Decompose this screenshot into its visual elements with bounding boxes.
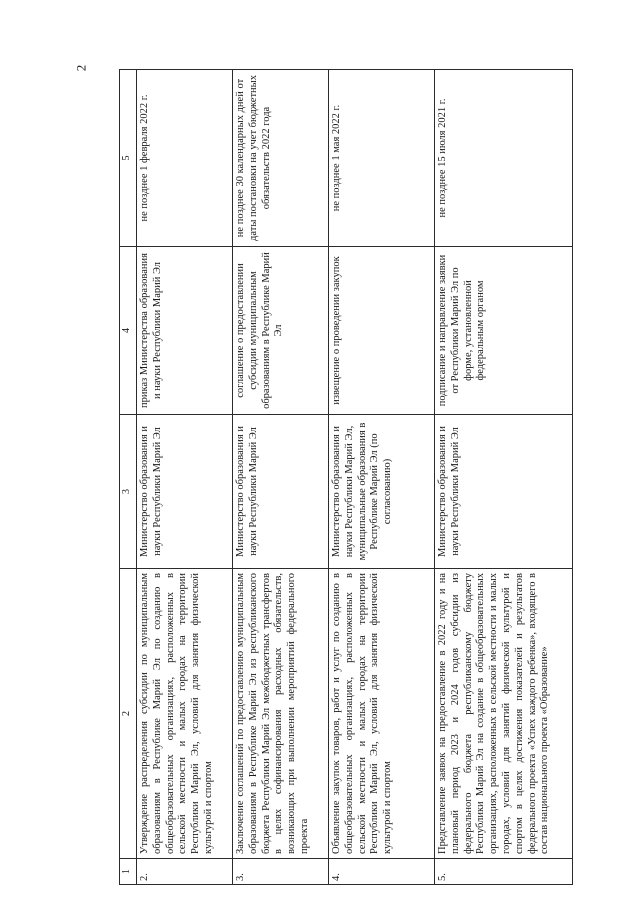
document-table-container — [119, 70, 569, 885]
action-description: Представление заявок на предоставление в 2022 году и на плановый период 2023 и 2024 годов субсидии из федерального бюджета республиканскому бюджету Республики Марий Эл на создание в общеобразовательных организациях, расположенных в сельской местности и малых городах, условий для занятий физической культурой и спортом в целях достижения показателей и результатов федерального проекта «Успех каждого ребенка», входящего в состав национального проекта «Образование» — [435, 569, 573, 859]
column-number: 3 — [120, 415, 137, 569]
column-number: 2 — [120, 569, 137, 859]
deadline: не позднее 30 календарных дней от даты постановки на учет бюджетных обязательств 2022 года — [233, 70, 329, 247]
executor: Министерство образования и науки Республики Марий Эл — [137, 415, 233, 569]
result-document: извещение о проведении закупок — [329, 247, 435, 415]
table-row — [137, 70, 233, 885]
column-number: 1 — [120, 859, 137, 885]
row-number: 2. — [137, 859, 233, 885]
deadline: не позднее 1 мая 2022 г. — [329, 70, 435, 247]
row-number: 4. — [329, 859, 435, 885]
result-document: соглашение о предоставлении субсидии муниципальным образованиям в Республике Марий Эл — [233, 247, 329, 415]
column-number: 5 — [120, 70, 137, 247]
column-number: 4 — [120, 247, 137, 415]
table-row — [435, 70, 573, 885]
result-document: подписание и направление заявки от Республики Марий Эл по форме, установленной федеральным органом — [435, 247, 573, 415]
executor: Министерство образования и науки Республики Марий Эл — [233, 415, 329, 569]
deadline: не позднее 15 июля 2021 г. — [435, 70, 573, 247]
row-number: 3. — [233, 859, 329, 885]
table-row — [329, 70, 435, 885]
row-number: 5. — [435, 859, 573, 885]
table-row — [233, 70, 329, 885]
result-document: приказ Министерства образования и науки Республики Марий Эл — [137, 247, 233, 415]
column-number-row — [120, 70, 137, 885]
action-description: Заключение соглашений по предоставлению муниципальным образованиям в Республике Марий Эл из республиканского бюджета Республики Марий Эл межбюджетных трансфертов в целях софинансирования расходных обязательств, возникающих при выполнении мероприятий федерального проекта — [233, 569, 329, 859]
deadline: не позднее 1 февраля 2022 г. — [137, 70, 233, 247]
executor: Министерство образования и науки Республики Марий Эл, муниципальные образования в Республике Марий Эл (по согласованию) — [329, 415, 435, 569]
events-table — [119, 69, 573, 885]
executor: Министерство образования и науки Республики Марий Эл — [435, 415, 573, 569]
page-number: 2 — [73, 64, 89, 72]
action-description: Утверждение распределения субсидии по муниципальным образованиям в Республике Марий Эл по созданию в общеобразовательных организациях, расположенных в сельской местности и малых городах на территории Республики Марий Эл, условий для занятия физической культурой и спортом — [137, 569, 233, 859]
action-description: Объявление закупок товаров, работ и услуг по созданию в общеобразовательных организациях, расположенных в сельской местности и малых городах на территории Республики Марий Эл, условий для занятия физической культурой и спортом — [329, 569, 435, 859]
